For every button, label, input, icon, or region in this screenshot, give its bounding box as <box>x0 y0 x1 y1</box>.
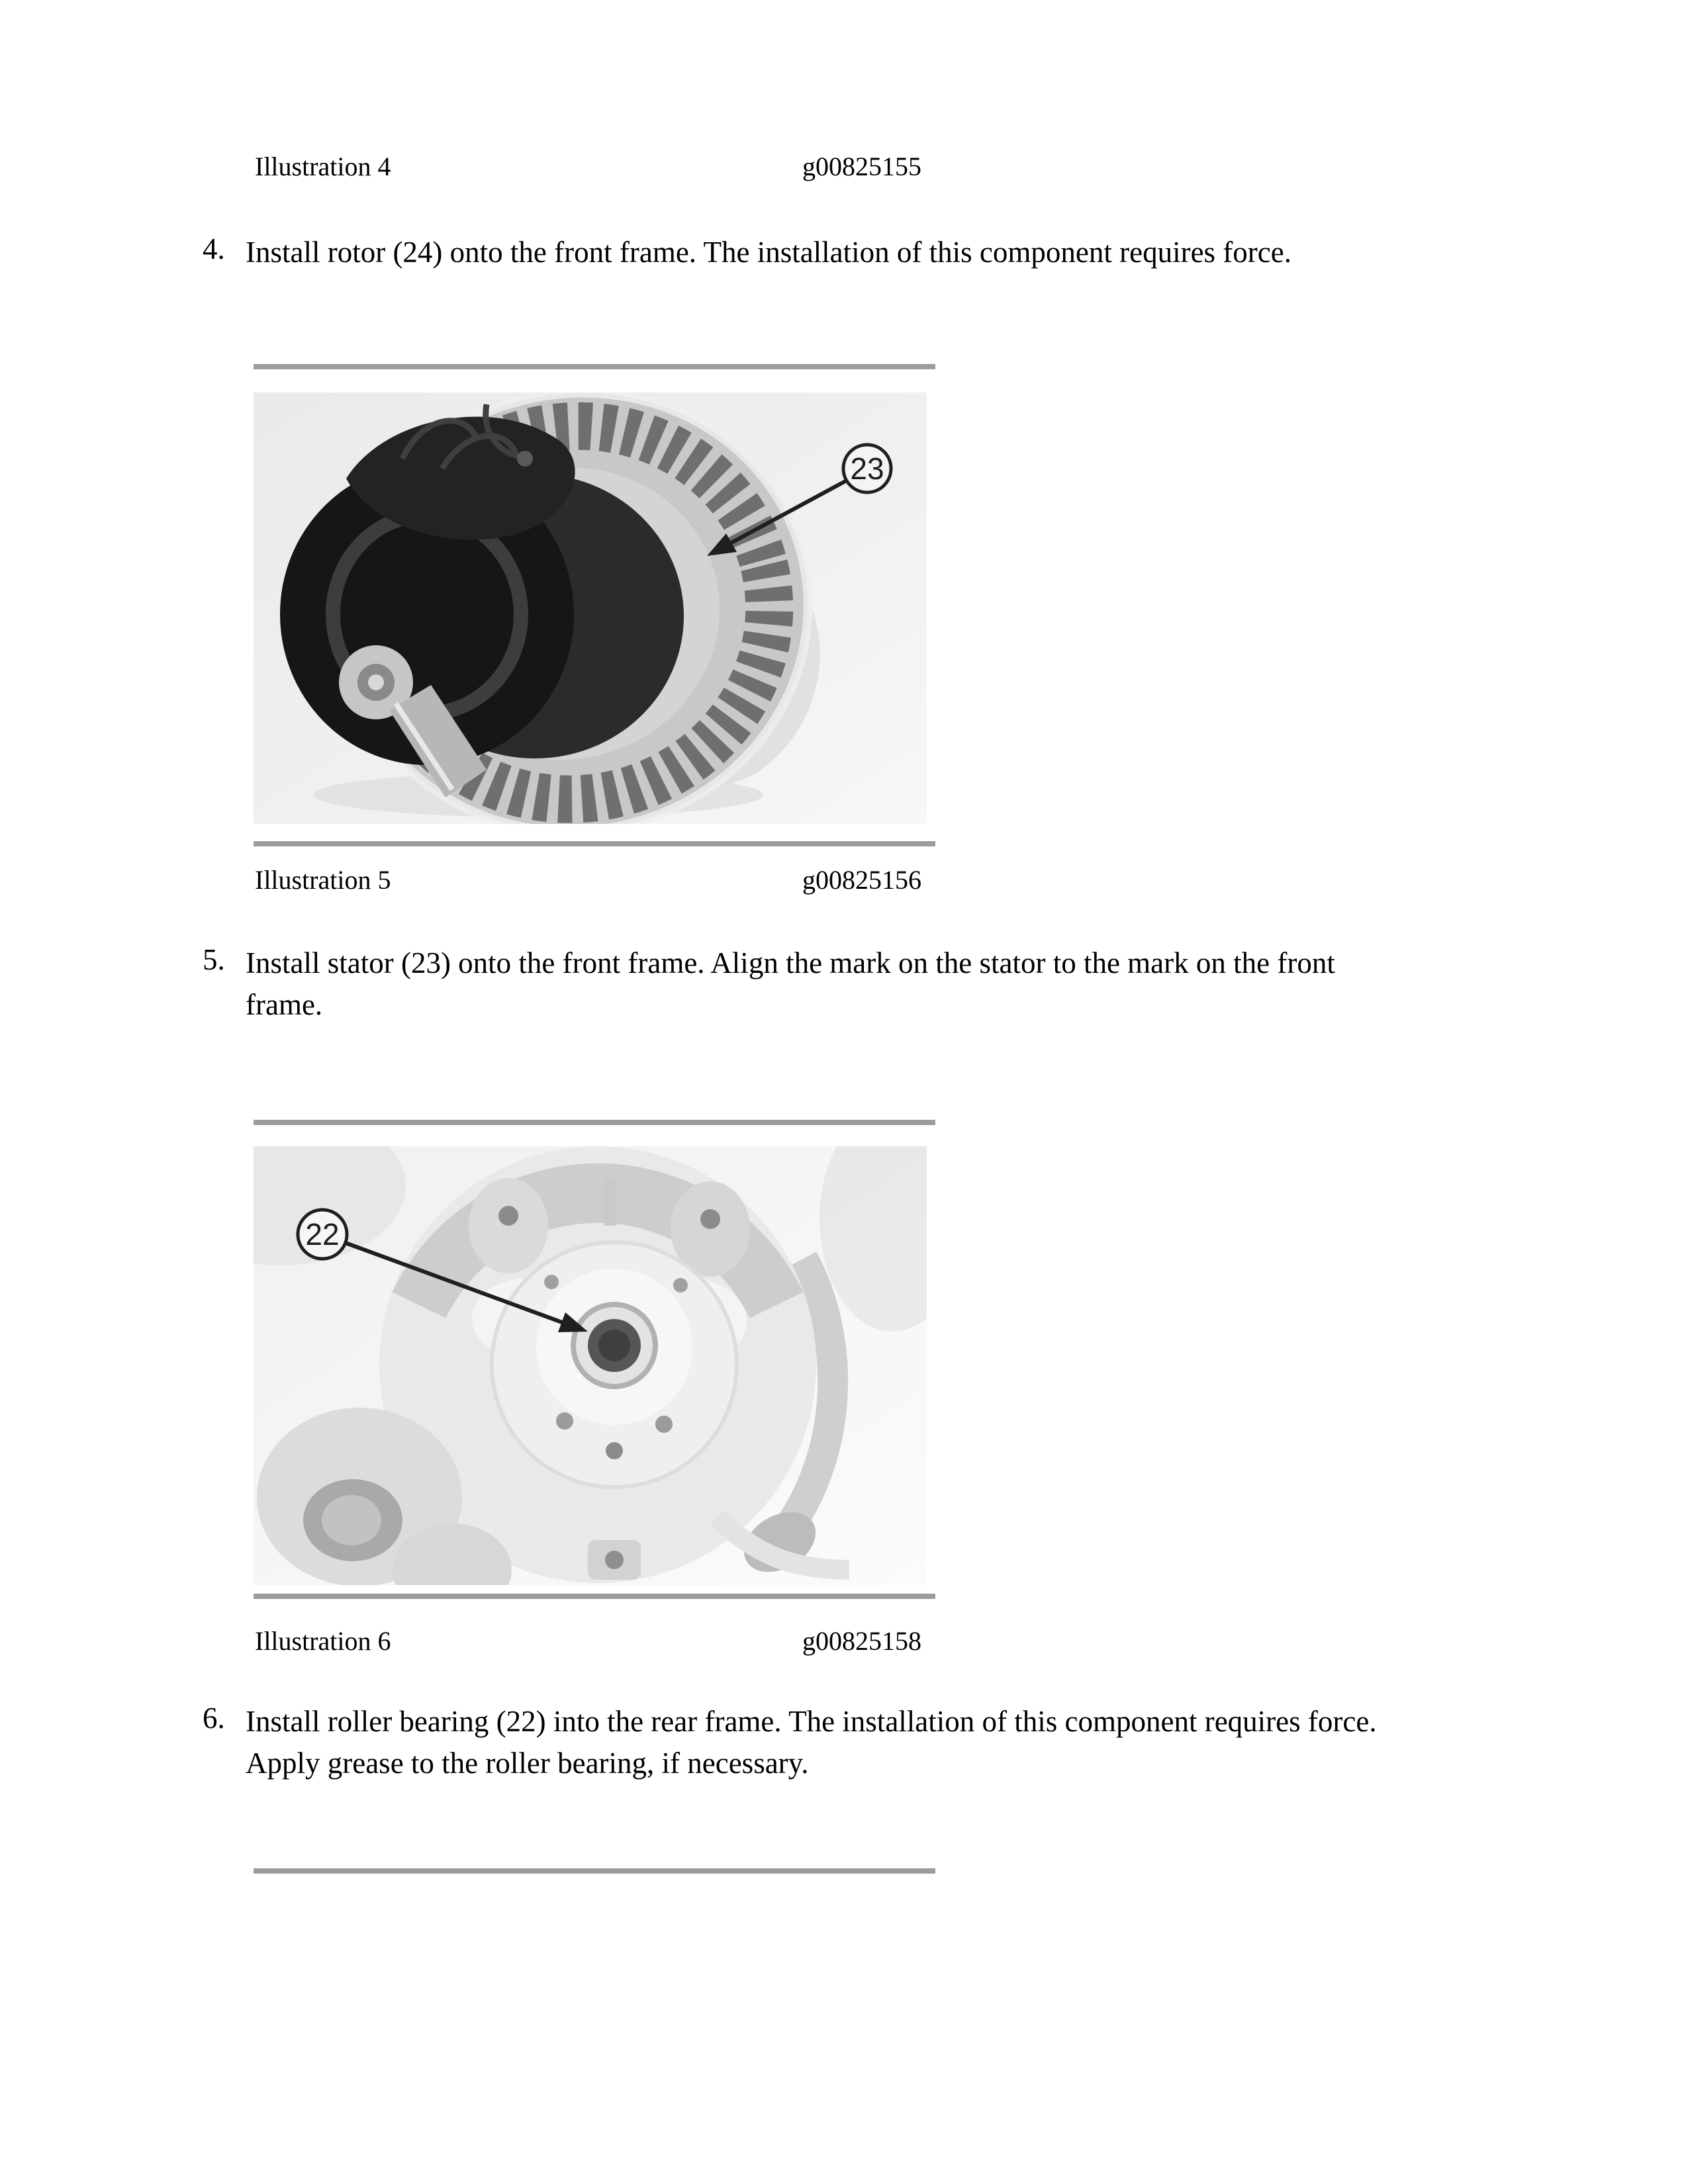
roller-bearing-bore <box>598 1330 630 1361</box>
step-4-line-1: Install rotor (24) onto the front frame. The installation of this component requires force. <box>246 236 1291 269</box>
step-6-number: 6. <box>203 1702 225 1735</box>
illustration-5-gnumber: g00825156 <box>802 865 921 895</box>
step-5-line-2: frame. <box>246 988 323 1021</box>
top-stud <box>604 1179 616 1226</box>
step-5-number: 5. <box>203 943 225 976</box>
illustration-6-gnumber: g00825158 <box>802 1626 921 1656</box>
illustration-4-gnumber: g00825155 <box>802 152 921 181</box>
step-4-text <box>246 232 1536 273</box>
illustration-6-photo <box>254 1146 927 1585</box>
illustration-5-label: Illustration 5 <box>255 865 391 895</box>
rotor-hub-tip <box>368 674 384 690</box>
mount-ear-left-hole <box>498 1206 518 1226</box>
illustration-5-caption <box>255 864 391 895</box>
illustration-4-caption <box>255 151 391 182</box>
step-5-line-1: Install stator (23) onto the front frame. Align the mark on the stator to the mark on the front <box>246 946 1335 979</box>
illustration-4-label: Illustration 4 <box>255 152 391 181</box>
illustration-5-photo <box>254 392 927 824</box>
illustration-5-gnumber-wrap <box>802 864 921 895</box>
step-6-line-2: Apply grease to the roller bearing, if necessary. <box>246 1747 809 1780</box>
illustration-5-top-rule <box>254 364 935 369</box>
illustration-6-top-rule <box>254 1120 935 1125</box>
mount-ear-right-hole <box>700 1209 720 1229</box>
illustration-6-bottom-rule <box>254 1594 935 1599</box>
callout-23-number: 23 <box>850 451 884 486</box>
step-6-line-1: Install roller bearing (22) into the rear frame. The installation of this component requires force. <box>246 1705 1377 1738</box>
step-5-text <box>246 942 1536 1026</box>
illustration-6-label: Illustration 6 <box>255 1626 391 1656</box>
frame-hole <box>544 1275 559 1289</box>
illustration-6-caption <box>255 1625 391 1657</box>
frame-hole <box>556 1412 573 1430</box>
illustration-5-bottom-rule <box>254 841 935 846</box>
callout-22-number: 22 <box>305 1217 340 1251</box>
step-4-number: 4. <box>203 232 225 265</box>
bottom-tab-hole <box>605 1551 624 1569</box>
illustration-4-gnumber-wrap <box>802 151 921 182</box>
frame-hole <box>673 1278 688 1293</box>
wire-terminal <box>517 451 533 467</box>
step-6-text <box>246 1701 1536 1784</box>
frame-hole <box>655 1416 673 1433</box>
illustration-6-gnumber-wrap <box>802 1625 921 1657</box>
frame-hole <box>606 1442 623 1459</box>
left-lobe-boss-inner <box>322 1495 381 1545</box>
next-illustration-top-rule <box>254 1868 935 1874</box>
